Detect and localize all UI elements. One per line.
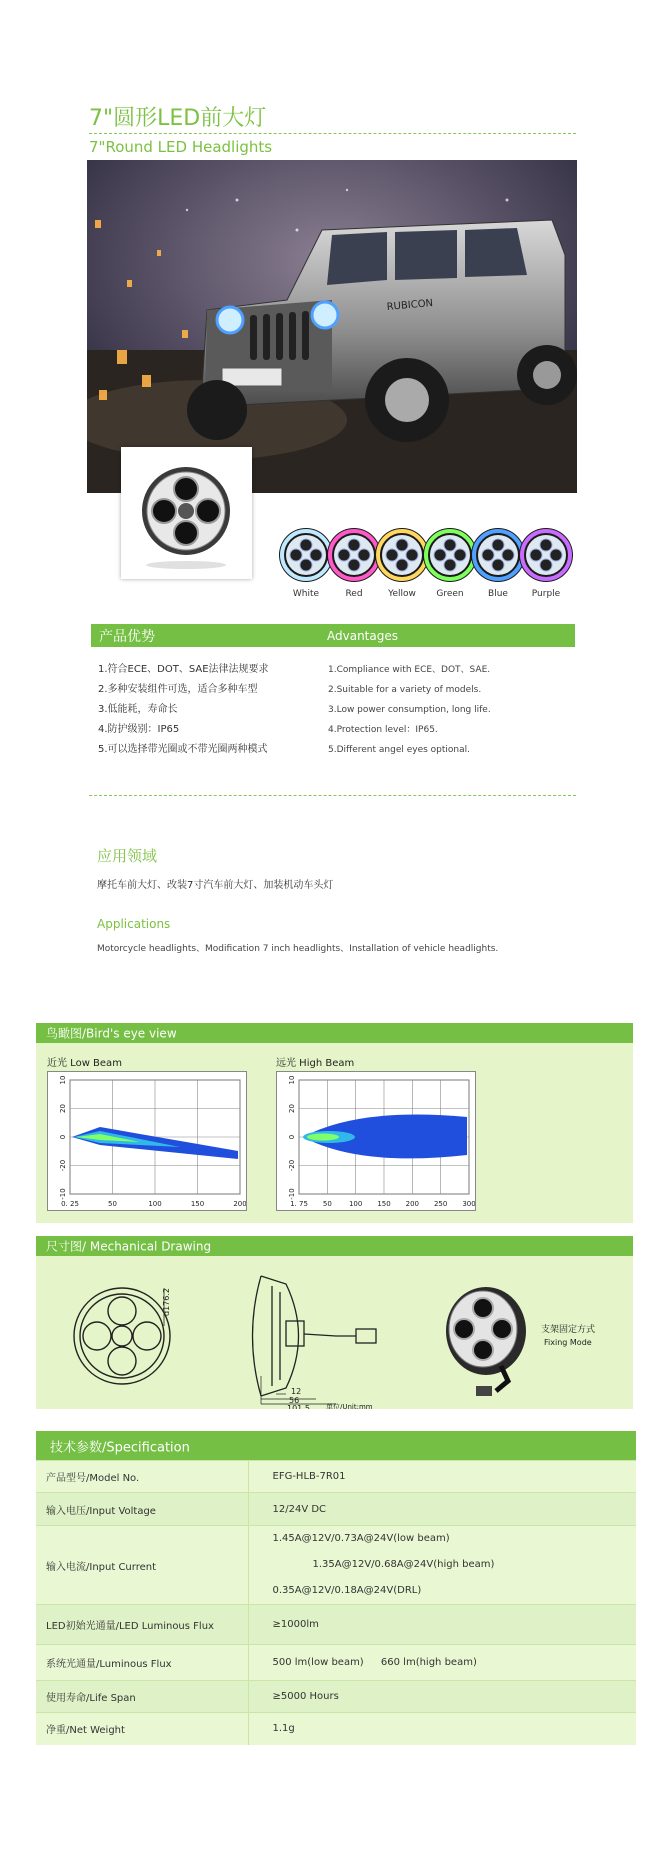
y-tick-label: 20	[59, 1104, 67, 1113]
y-tick-label: 0	[59, 1134, 67, 1140]
fixing-mode-en: Fixing Mode	[544, 1338, 592, 1347]
x-tick-label: 50	[108, 1200, 117, 1208]
x-tick-label: 200	[405, 1200, 420, 1208]
advantage-item-en: 2.Suitable for a variety of models.	[328, 685, 482, 695]
color-label-yellow: Yellow	[388, 589, 416, 599]
dim-12: 12	[291, 1387, 302, 1396]
mechanical-bar	[36, 1236, 633, 1256]
y-tick-label: 10	[288, 1075, 296, 1085]
dim-56: 56	[289, 1396, 300, 1405]
table-row	[36, 1461, 636, 1493]
y-tick-label: 0	[288, 1134, 296, 1140]
advantage-item-cn: 2.多种安装组件可选，适合多种车型	[98, 684, 258, 695]
lamp-blue-icon	[471, 528, 525, 582]
color-label-red: Red	[345, 589, 363, 599]
y-tick-label: -20	[288, 1159, 296, 1172]
table-row	[36, 1681, 636, 1713]
color-label-purple: Purple	[531, 589, 561, 599]
jeep-illustration	[87, 160, 577, 493]
table-row	[36, 1605, 636, 1645]
unit-label: 单位/Unit:mm	[326, 1403, 373, 1409]
high-beam-label: 远光 High Beam	[276, 1058, 355, 1069]
advantages-divider	[89, 795, 576, 796]
spec-value: 660 lm(high beam)	[380, 1657, 477, 1668]
spec-bar	[36, 1431, 636, 1460]
headlight-icon	[121, 447, 252, 579]
spec-value: EFG-HLB-7R01	[248, 1461, 636, 1493]
low-beam-chart	[47, 1071, 247, 1211]
lamp-purple-icon	[519, 528, 573, 582]
headlight-thumbnail	[121, 447, 252, 579]
x-tick-label: 150	[377, 1200, 391, 1208]
mechanical-panel	[36, 1256, 633, 1409]
spec-value: 12/24V DC	[248, 1493, 636, 1526]
lamp-white-icon	[279, 528, 333, 582]
applications-text-cn: 摩托车前大灯、改装7寸汽车前大灯、加装机动车头灯	[97, 880, 334, 891]
table-row	[36, 1713, 636, 1745]
spec-table	[36, 1460, 636, 1745]
high-beam-chart	[276, 1071, 476, 1211]
advantages-bar	[91, 624, 575, 647]
title-cn: 7"圆形LED前大灯	[89, 106, 267, 131]
advantage-item-cn: 3.低能耗，寿命长	[98, 704, 178, 715]
birdseye-bar	[36, 1023, 633, 1043]
spec-key: 使用寿命/Life Span	[36, 1681, 248, 1713]
lamp-green-icon	[423, 528, 477, 582]
mechanical-title: 尺寸图/ Mechanical Drawing	[46, 1239, 212, 1254]
high-beam-near-zone	[307, 1134, 339, 1141]
title-divider	[89, 133, 576, 134]
color-label-green: Green	[436, 589, 464, 599]
spec-value: 1.1g	[248, 1713, 636, 1745]
color-label-white: White	[292, 589, 320, 599]
spec-key: 输入电压/Input Voltage	[36, 1493, 248, 1526]
y-tick-label: -20	[59, 1159, 67, 1172]
color-label-blue: Blue	[488, 589, 508, 599]
spec-key: 产品型号/Model No.	[36, 1461, 248, 1493]
x-tick-label: 100	[348, 1200, 363, 1208]
advantage-item-cn: 1.符合ECE、DOT、SAE法律法规要求	[98, 664, 269, 675]
spec-key: LED初始光通量/LED Luminous Flux	[36, 1605, 248, 1645]
advantages-title-cn: 产品优势	[99, 628, 155, 645]
mechanical-drawing	[36, 1256, 633, 1409]
dim-101: 101.5	[287, 1404, 310, 1409]
applications-title-cn: 应用领域	[97, 847, 158, 865]
spec-key: 输入电流/Input Current	[36, 1526, 248, 1605]
title-en: 7"Round LED Headlights	[89, 138, 273, 156]
spec-value: 1.45A@12V/0.73A@24V(low beam)	[272, 1533, 450, 1544]
y-tick-label: 10	[59, 1075, 67, 1085]
rubicon-badge: RUBICON	[386, 297, 434, 313]
advantage-item-en: 4.Protection level：IP65.	[328, 725, 438, 735]
applications-text-en: Motorcycle headlights、Modification 7 inch headlights、Installation of vehicle headlights.	[97, 944, 499, 954]
table-row	[36, 1645, 636, 1681]
advantage-item-en: 3.Low power consumption, long life.	[328, 705, 491, 715]
y-tick-label: 20	[288, 1104, 296, 1113]
spec-value: 0.35A@12V/0.18A@24V(DRL)	[272, 1585, 422, 1596]
table-row	[36, 1493, 636, 1526]
birdseye-panel	[36, 1043, 633, 1223]
advantage-item-cn: 4.防护级别：IP65	[98, 724, 180, 735]
table-row	[36, 1526, 636, 1605]
spec-key: 系统光通量/Luminous Flux	[36, 1645, 248, 1681]
fixing-lamp-drawing	[446, 1287, 526, 1396]
lamp-red-icon	[327, 528, 381, 582]
advantages-title-en: Advantages	[327, 628, 398, 643]
x-tick-label: 300	[462, 1200, 475, 1208]
spec-key: 净重/Net Weight	[36, 1713, 248, 1745]
fixing-mode-cn: 支架固定方式	[541, 1325, 596, 1335]
color-labels	[276, 589, 576, 603]
y-tick-label: -10	[288, 1188, 296, 1200]
low-beam-label: 近光 Low Beam	[47, 1058, 122, 1069]
advantage-item-en: 5.Different angel eyes optional.	[328, 745, 471, 755]
x-tick-label: 50	[322, 1200, 332, 1208]
dim-diameter: d176.2	[162, 1288, 171, 1316]
side-view-drawing	[253, 1276, 377, 1396]
lamp-yellow-icon	[375, 528, 429, 582]
x-tick-label: 150	[190, 1200, 205, 1208]
spec-value: 1.35A@12V/0.68A@24V(high beam)	[312, 1559, 495, 1570]
x-tick-label: 200	[233, 1200, 246, 1208]
hero-image	[87, 160, 577, 493]
advantage-item-cn: 5.可以选择带光圈或不带光圈两种模式	[98, 744, 268, 755]
birdseye-title: 鸟瞰图/Bird's eye view	[46, 1026, 177, 1041]
spec-value: ≥1000lm	[248, 1605, 636, 1645]
spec-value: ≥5000 Hours	[248, 1681, 636, 1713]
advantage-item-en: 1.Compliance with ECE、DOT、SAE.	[328, 665, 491, 675]
y-tick-label: -10	[59, 1188, 67, 1200]
spec-value: 500 lm(low beam)	[272, 1657, 364, 1668]
color-variants	[276, 525, 576, 585]
x-tick-label: 100	[148, 1200, 162, 1208]
x-tick-label: 0. 25	[61, 1200, 79, 1208]
spec-title: 技术参数/Specification	[50, 1440, 190, 1455]
applications-title-en: Applications	[97, 917, 171, 931]
x-tick-label: 1. 75	[290, 1200, 308, 1208]
front-view-drawing	[74, 1288, 170, 1384]
x-tick-label: 250	[433, 1200, 448, 1208]
